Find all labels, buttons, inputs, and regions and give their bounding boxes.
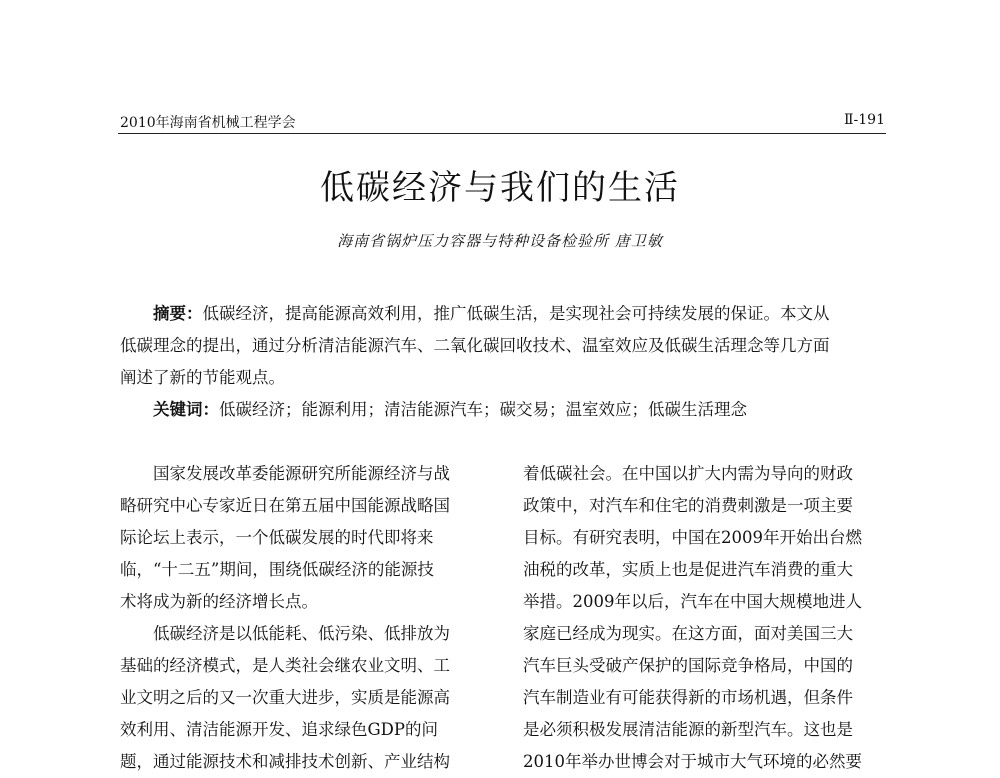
- abstract-line-1: [153, 300, 830, 324]
- running-header-conference: 2010年海南省机械工程学会: [120, 115, 296, 131]
- body-line: 际论坛上表示，一个低碳发展的时代即将来: [120, 528, 434, 547]
- body-line: 术将成为新的经济增长点。: [120, 592, 318, 611]
- body-line: 汽车巨头受破产保护的国际竞争格局，中国的: [523, 656, 853, 675]
- author-affiliation: 海南省锅炉压力容器与特种设备检验所 唐卫敏: [337, 232, 663, 250]
- abstract-line-3: 阐述了新的节能观点。: [120, 368, 285, 387]
- body-line: 略研究中心专家近日在第五届中国能源战略国: [120, 496, 450, 515]
- right-column: [523, 458, 888, 778]
- body-line: 业文明之后的又一次重大进步，实质是能源高: [120, 688, 450, 707]
- body-line: 是必须积极发展清洁能源的新型汽车。这也是: [523, 720, 853, 739]
- left-column: [120, 458, 485, 778]
- body-line: 着低碳社会。在中国以扩大内需为导向的财政: [523, 464, 853, 483]
- body-line: 政策中，对汽车和住宅的消费刺激是一项主要: [523, 496, 853, 515]
- abstract-label: 摘要：: [153, 304, 203, 323]
- body-line: 举措。2009年以后，汽车在中国大规模地进人: [523, 592, 862, 611]
- keywords-text: 低碳经济；能源利用；清洁能源汽车；碳交易；温室效应；低碳生活理念: [219, 400, 747, 419]
- paper-title: 低碳经济与我们的生活: [320, 168, 680, 208]
- body-line: 题，通过能源技术和减排技术创新、产业结构: [120, 752, 450, 771]
- body-line: 油税的改革，实质上也是促进汽车消费的重大: [523, 560, 853, 579]
- abstract-text: 低碳经济，提高能源高效利用，推广低碳生活，是实现社会可持续发展的保证。本文从: [202, 304, 830, 323]
- keywords: [153, 396, 747, 420]
- body-line: 效利用、清洁能源开发、追求绿色GDP的问: [120, 720, 439, 739]
- header-rule: [118, 133, 886, 134]
- abstract-line-2: 低碳理念的提出，通过分析清洁能源汽车、二氧化碳回收技术、温室效应及低碳生活理念等几方面: [120, 336, 830, 355]
- keywords-label: 关键词：: [153, 400, 219, 419]
- page-number: Ⅱ-191: [844, 112, 885, 128]
- body-line: 2010年举办世博会对于城市大气环境的必然要: [523, 752, 862, 771]
- body-line: 基础的经济模式，是人类社会继农业文明、工: [120, 656, 450, 675]
- body-line: 目标。有研究表明，中国在2009年开始出台燃: [523, 528, 862, 547]
- body-line: 低碳经济是以低能耗、低污染、低排放为: [120, 624, 450, 643]
- body-line: 家庭已经成为现实。在这方面，面对美国三大: [523, 624, 853, 643]
- body-line: 汽车制造业有可能获得新的市场机遇，但条件: [523, 688, 853, 707]
- body-line: 临，“十二五”期间，围绕低碳经济的能源技: [120, 560, 434, 579]
- body-line: 国家发展改革委能源研究所能源经济与战: [120, 464, 450, 483]
